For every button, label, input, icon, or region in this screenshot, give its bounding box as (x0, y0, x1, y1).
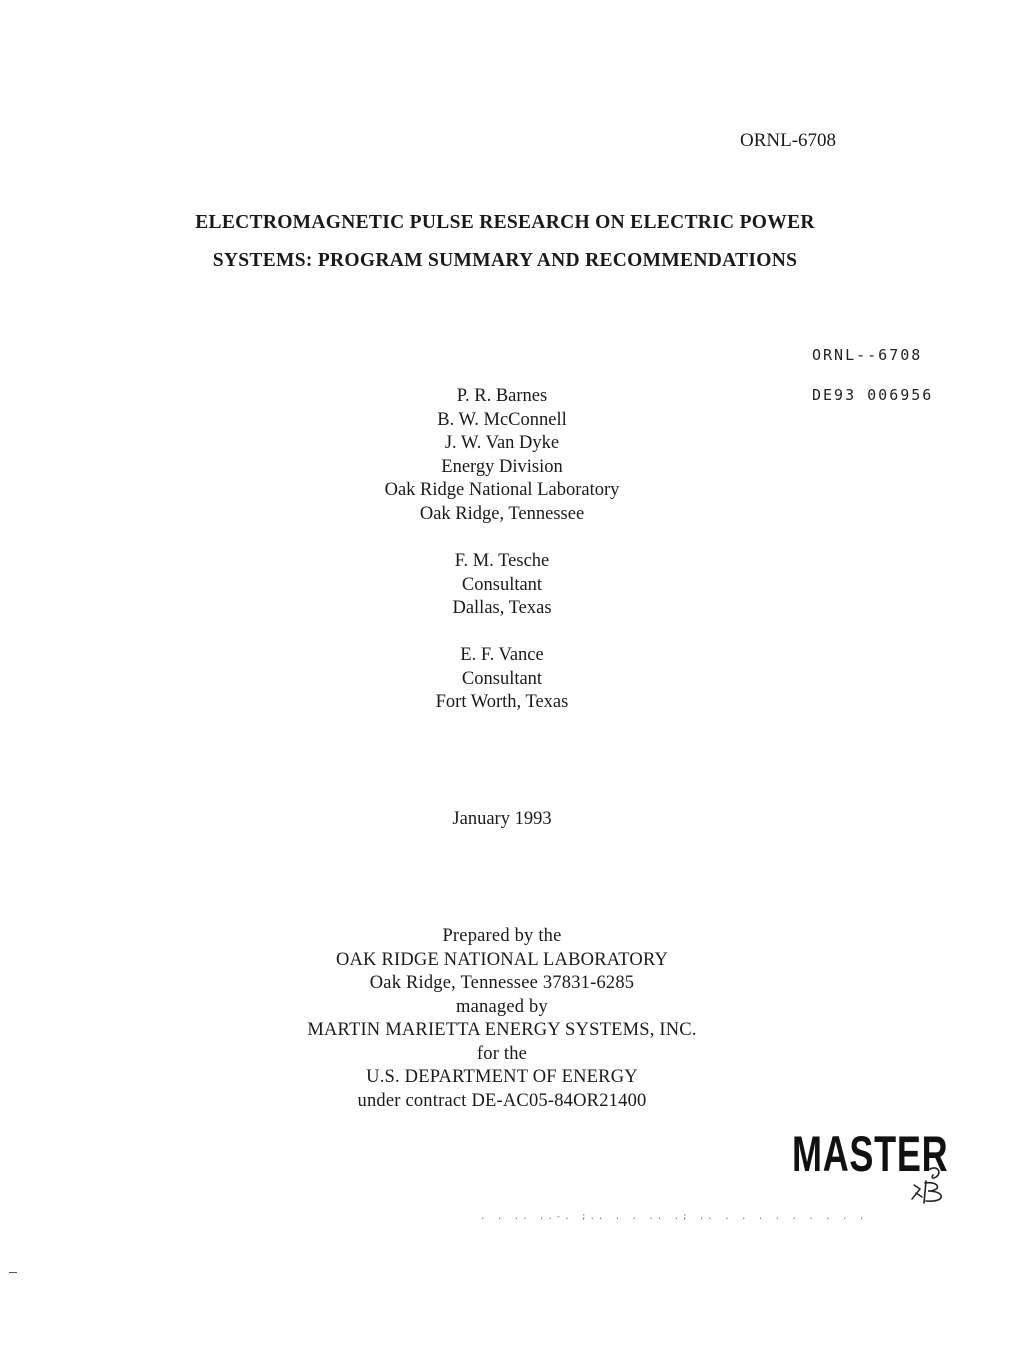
title-line-2: SYSTEMS: PROGRAM SUMMARY AND RECOMMENDATIONS (212, 250, 798, 271)
author-line: B. W. McConnell (437, 409, 567, 430)
prepared-line: MARTIN MARIETTA ENERGY SYSTEMS, INC. (307, 1020, 697, 1040)
author-line: Oak Ridge, Tennessee (419, 503, 585, 524)
handwritten-initials (900, 1163, 962, 1215)
prepared-line: for the (476, 1043, 528, 1064)
author-line: J. W. Van Dyke (444, 433, 560, 453)
prepared-line: Prepared by the (442, 926, 562, 946)
prepared-line: Oak Ridge, Tennessee 37831-6285 (369, 973, 635, 993)
prepared-line: under contract DE-AC05-84OR21400 (357, 1090, 647, 1111)
scan-noise-line: . . .. ..-. ;.. . . .. .; .. . . . . . . . . . (480, 1212, 868, 1222)
margin-mark (9, 1272, 17, 1273)
typed-doe-code: DE93 006956 (812, 386, 934, 404)
report-number: ORNL-6708 (740, 130, 837, 151)
author-line: Fort Worth, Texas (435, 692, 569, 712)
prepared-by-block (0, 925, 1004, 1113)
author-line: F. M. Tesche (454, 551, 550, 571)
author-line: P. R. Barnes (456, 386, 548, 406)
prepared-line: OAK RIDGE NATIONAL LABORATORY (335, 949, 669, 970)
author-group-tesche (0, 550, 1004, 621)
author-line: Consultant (461, 574, 543, 595)
prepared-line: U.S. DEPARTMENT OF ENERGY (366, 1067, 638, 1087)
prepared-line: managed by (456, 996, 548, 1017)
author-line: E. F. Vance (460, 645, 544, 665)
master-stamp: MASTER (792, 1126, 949, 1182)
typed-report-code: ORNL--6708 (812, 346, 923, 364)
report-title (0, 204, 1010, 280)
author-line: Dallas, Texas (452, 598, 552, 618)
author-group-vance (0, 644, 1004, 715)
title-line-1: ELECTROMAGNETIC PULSE RESEARCH ON ELECTRIC POWER (195, 212, 815, 233)
author-line: Energy Division (441, 456, 563, 477)
publication-date: January 1993 (452, 809, 552, 829)
author-group-ornl (0, 385, 1004, 526)
author-line: Oak Ridge National Laboratory (384, 480, 620, 500)
author-line: Consultant (461, 668, 543, 689)
